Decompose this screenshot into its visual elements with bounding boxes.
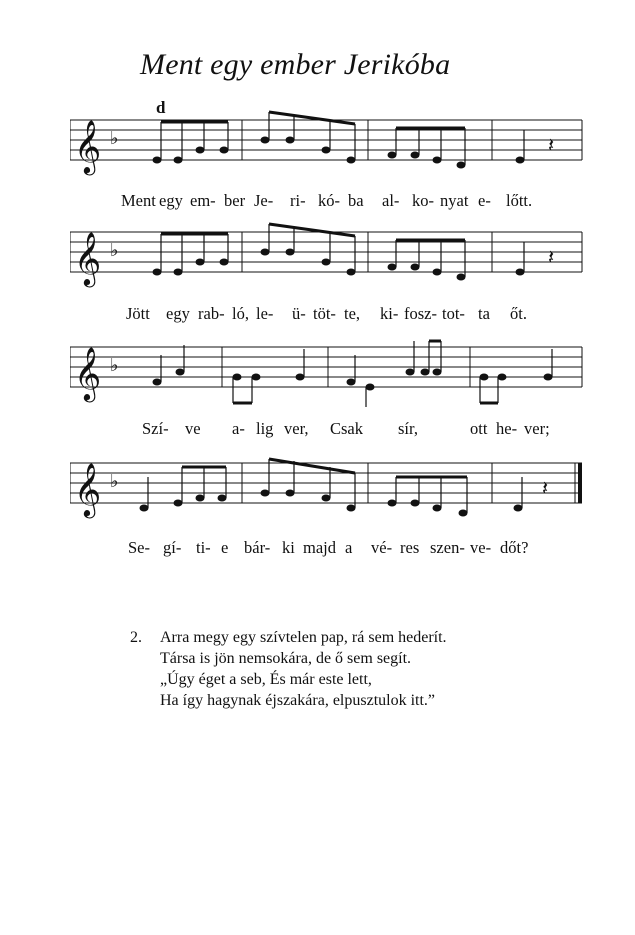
staff-line-3 xyxy=(70,337,585,407)
lyric-syllable: vé- xyxy=(371,538,393,557)
verse-line xyxy=(130,627,447,648)
lyric-syllable: Je- xyxy=(254,191,274,210)
flat-icon: ♭ xyxy=(110,240,119,260)
lyric-syllable: al- xyxy=(382,191,400,210)
rest-icon: 𝄽 xyxy=(548,135,555,157)
verse-line-text: Ha így hagynak éjszakára, elpusztulok itt.” xyxy=(160,692,436,709)
lyric-syllable: Csak xyxy=(330,419,363,438)
treble-clef-icon: 𝄞 xyxy=(74,464,102,515)
staff-line-1 xyxy=(70,110,585,180)
lyrics-line-4 xyxy=(0,538,635,560)
lyrics-line-2 xyxy=(0,304,635,326)
lyric-syllable: sír, xyxy=(398,419,418,438)
rest-icon: 𝄽 xyxy=(548,247,555,269)
verse-line xyxy=(130,690,436,711)
verse-line-text: „Úgy éget a seb, És már este lett, xyxy=(160,671,372,688)
lyric-syllable: ott xyxy=(470,419,488,438)
lyric-syllable: töt- xyxy=(313,304,336,323)
lyric-syllable: egy xyxy=(159,191,183,210)
lyric-syllable: ber xyxy=(224,191,246,210)
rest-icon: 𝄽 xyxy=(542,478,549,500)
lyric-syllable: kó- xyxy=(318,191,340,210)
lyric-syllable: dőt? xyxy=(500,538,529,557)
verse-line xyxy=(130,648,417,669)
lyric-syllable: res xyxy=(400,538,420,557)
lyric-syllable: a- xyxy=(232,419,245,438)
lyrics-line-3 xyxy=(0,419,635,441)
staff-line-4 xyxy=(70,453,585,523)
lyric-syllable: ve xyxy=(185,419,201,438)
verse-line-text: Arra megy egy szívtelen pap, rá sem hederít. xyxy=(160,629,447,646)
lyric-syllable: Ment xyxy=(121,191,156,210)
lyric-syllable: Szí- xyxy=(142,419,169,438)
flat-icon: ♭ xyxy=(110,471,119,491)
lyric-syllable: őt. xyxy=(510,304,527,323)
lyrics-line-1 xyxy=(0,191,635,213)
lyric-syllable: te, xyxy=(344,304,361,323)
lyric-syllable: he- xyxy=(496,419,518,438)
lyric-syllable: tot- xyxy=(442,304,465,323)
lyric-syllable: e- xyxy=(478,191,491,210)
treble-clef-icon: 𝄞 xyxy=(74,348,102,399)
lyric-syllable: ba xyxy=(348,191,364,210)
lyric-syllable: lig xyxy=(256,419,274,438)
lyric-syllable: ta xyxy=(478,304,490,323)
staff-line-2 xyxy=(70,222,585,292)
lyric-syllable: ri- xyxy=(290,191,306,210)
lyric-syllable: ü- xyxy=(292,304,306,323)
lyric-syllable: bár- xyxy=(244,538,271,557)
song-title: Ment egy ember Jerikóba xyxy=(140,48,451,81)
lyric-syllable: ki xyxy=(282,538,295,557)
verse-line xyxy=(130,669,417,690)
lyric-syllable: le- xyxy=(256,304,274,323)
lyric-syllable: ver, xyxy=(284,419,309,438)
lyric-syllable: szen- xyxy=(430,538,465,557)
verse-number: 2. xyxy=(130,629,142,646)
lyric-syllable: nyat xyxy=(440,191,469,210)
lyric-syllable: e xyxy=(221,538,229,557)
lyric-syllable: ve- xyxy=(470,538,492,557)
lyric-syllable: egy xyxy=(166,304,190,323)
treble-clef-icon: 𝄞 xyxy=(74,233,102,284)
lyric-syllable: Jött xyxy=(126,304,150,323)
lyric-syllable: ko- xyxy=(412,191,434,210)
lyric-syllable: majd xyxy=(303,538,336,557)
flat-icon: ♭ xyxy=(110,128,119,148)
lyric-syllable: lőtt. xyxy=(506,191,533,210)
treble-clef-icon: 𝄞 xyxy=(74,121,102,172)
lyric-syllable: gí- xyxy=(163,538,182,557)
lyric-syllable: ver; xyxy=(524,419,550,438)
lyric-syllable: em- xyxy=(190,191,216,210)
verse-line-text: Társa is jön nemsokára, de ő sem segít. xyxy=(160,650,412,667)
key-mark: d xyxy=(156,98,166,117)
lyric-syllable: ti- xyxy=(196,538,211,557)
lyric-syllable: ki- xyxy=(380,304,399,323)
lyric-syllable: ló, xyxy=(232,304,249,323)
lyric-syllable: a xyxy=(345,538,353,557)
lyric-syllable: fosz- xyxy=(404,304,437,323)
flat-icon: ♭ xyxy=(110,355,119,375)
lyric-syllable: Se- xyxy=(128,538,150,557)
lyric-syllable: rab- xyxy=(198,304,225,323)
verse-2 xyxy=(130,627,447,711)
